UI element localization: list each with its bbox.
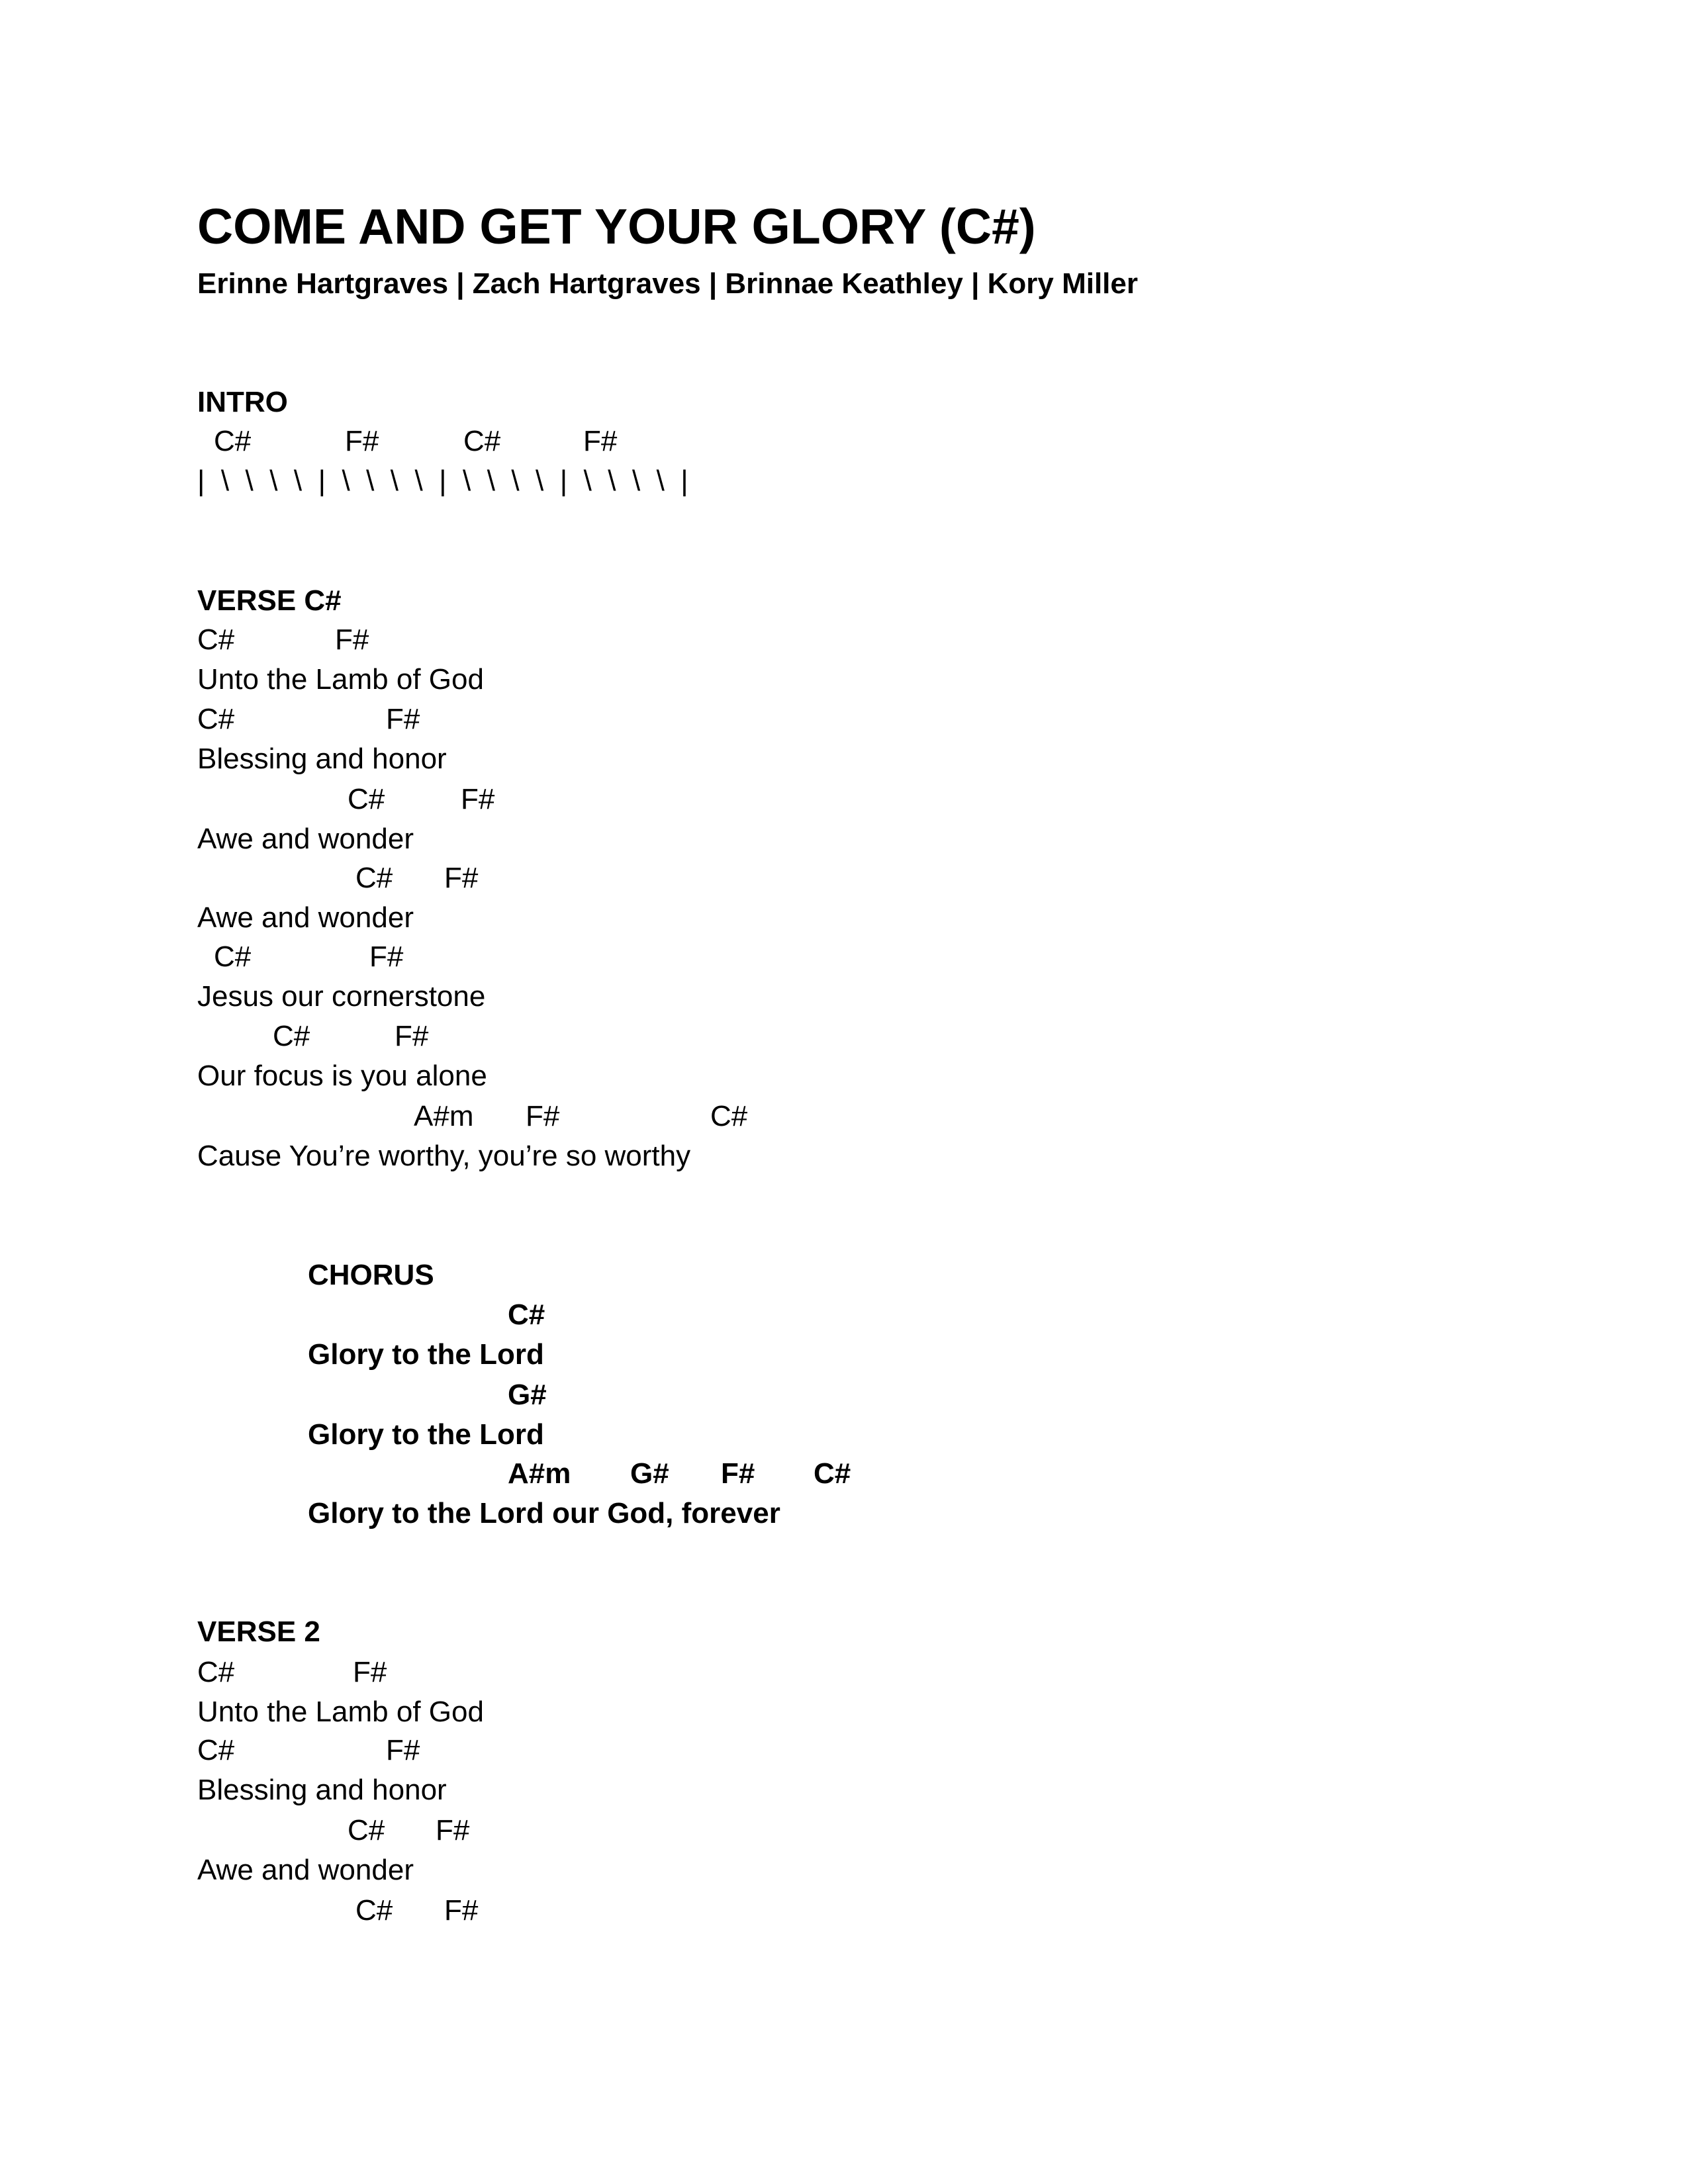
verse1-chord: C# xyxy=(273,1020,310,1052)
song-authors: Erinne Hartgraves | Zach Hartgraves | Brinnae Keathley | Kory Miller xyxy=(197,267,1138,300)
verse2-chord: C# xyxy=(348,1814,385,1846)
chorus-lyric: Glory to the Lord xyxy=(308,1338,544,1371)
chorus-chord: A#m xyxy=(508,1457,571,1490)
verse1-label: VERSE C# xyxy=(197,584,342,617)
verse2-chord: F# xyxy=(444,1894,479,1927)
chorus-label: CHORUS xyxy=(308,1259,434,1291)
verse1-lyric: Unto the Lamb of God xyxy=(197,663,484,696)
verse1-chord: C# xyxy=(197,623,235,656)
verse2-lyric: Awe and wonder xyxy=(197,1854,414,1886)
verse1-chord: F# xyxy=(395,1020,429,1052)
verse1-chord: F# xyxy=(369,940,404,973)
verse1-lyric: Our focus is you alone xyxy=(197,1060,487,1092)
verse2-chord: F# xyxy=(386,1734,420,1766)
chorus-chord: G# xyxy=(630,1457,669,1490)
verse1-chord: F# xyxy=(386,703,420,735)
verse1-chord: F# xyxy=(526,1100,560,1132)
verse2-chord: F# xyxy=(353,1656,387,1688)
verse1-chord: F# xyxy=(335,623,369,656)
chorus-chord: F# xyxy=(721,1457,755,1490)
verse1-chord: C# xyxy=(348,783,385,815)
verse1-lyric: Jesus our cornerstone xyxy=(197,980,486,1013)
verse2-chord: C# xyxy=(197,1734,235,1766)
verse1-chord: C# xyxy=(214,940,252,973)
verse1-lyric: Awe and wonder xyxy=(197,901,414,934)
verse2-chord: C# xyxy=(355,1894,393,1927)
verse1-lyric: Cause You’re worthy, you’re so worthy xyxy=(197,1140,691,1172)
chorus-chord: C# xyxy=(814,1457,851,1490)
chorus-chord: G# xyxy=(508,1379,547,1411)
chorus-chord: C# xyxy=(508,1298,545,1331)
verse1-chord: C# xyxy=(197,703,235,735)
verse2-chord: F# xyxy=(436,1814,470,1846)
chorus-lyric: Glory to the Lord xyxy=(308,1418,544,1451)
verse1-chord: F# xyxy=(444,862,479,894)
verse1-chord: F# xyxy=(461,783,495,815)
verse1-chord: A#m xyxy=(414,1100,474,1132)
verse2-lyric: Blessing and honor xyxy=(197,1774,447,1806)
verse2-lyric: Unto the Lamb of God xyxy=(197,1696,484,1728)
verse2-label: VERSE 2 xyxy=(197,1615,320,1648)
intro-label: INTRO xyxy=(197,386,288,418)
intro-chord: C# xyxy=(463,425,501,457)
chorus-lyric: Glory to the Lord our God, forever xyxy=(308,1497,780,1529)
verse1-lyric: Awe and wonder xyxy=(197,823,414,855)
song-title: COME AND GET YOUR GLORY (C#) xyxy=(197,199,1036,254)
verse2-chord: C# xyxy=(197,1656,235,1688)
verse1-chord: C# xyxy=(355,862,393,894)
intro-rhythm: | \ \ \ \ | \ \ \ \ | \ \ \ \ | \ \ \ \ | xyxy=(197,465,688,497)
intro-chord: F# xyxy=(583,425,618,457)
verse1-chord: C# xyxy=(710,1100,748,1132)
verse1-lyric: Blessing and honor xyxy=(197,743,447,775)
intro-chord: F# xyxy=(345,425,379,457)
intro-chord: C# xyxy=(214,425,252,457)
